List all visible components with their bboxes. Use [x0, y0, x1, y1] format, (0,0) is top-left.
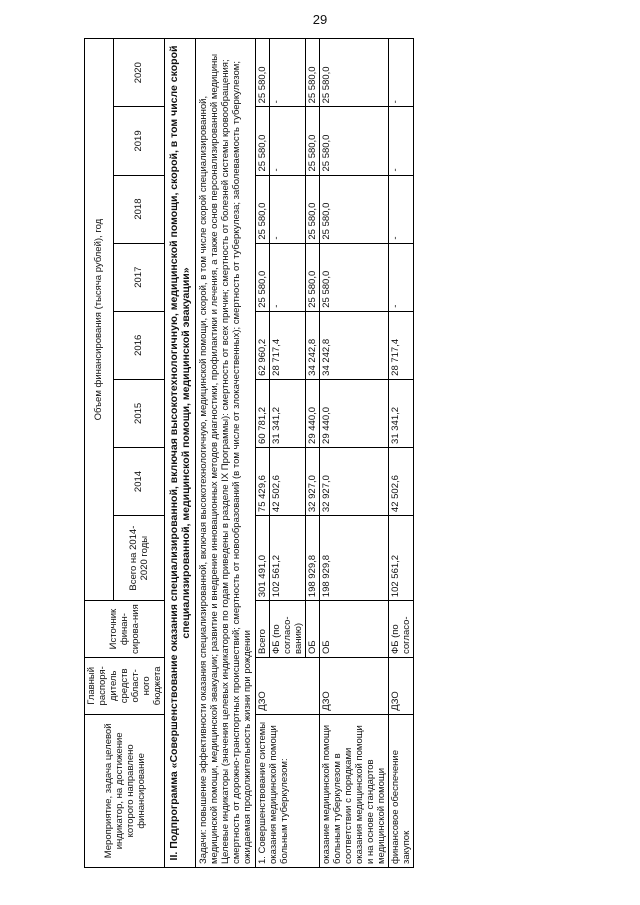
year-cell: 25 580,0	[320, 243, 389, 311]
year-cell: 28 717,4	[270, 311, 306, 379]
header-year: 2017	[113, 243, 164, 311]
subprogram-row	[165, 39, 196, 868]
measure-cell: оказание медицинской помощи больным туберкулезом в соответствии с порядками оказания медицинской помощи и на основе стандартов медицинской помощи	[320, 714, 389, 867]
year-cell: 25 580,0	[306, 107, 320, 175]
table-row	[320, 39, 389, 868]
year-cell: 75 429,6	[256, 447, 270, 515]
header-year: 2016	[113, 311, 164, 379]
year-cell: 34 242,8	[306, 311, 320, 379]
year-cell: 25 580,0	[306, 175, 320, 243]
year-cell: 25 580,0	[256, 243, 270, 311]
page-number: 29	[312, 12, 328, 27]
year-cell: 25 580,0	[320, 39, 389, 107]
tasks-cell	[196, 39, 256, 868]
year-cell: 34 242,8	[320, 311, 389, 379]
total-cell: 198 929,8	[320, 516, 389, 601]
measure-cell: финансовое обеспечение закупок	[389, 714, 414, 867]
year-cell: 25 580,0	[306, 39, 320, 107]
total-cell: 198 929,8	[306, 516, 320, 601]
year-cell: 25 580,0	[256, 107, 270, 175]
year-cell: 62 960,2	[256, 311, 270, 379]
manager-cell: ДЗО	[320, 657, 389, 714]
year-cell: 32 927,0	[306, 447, 320, 515]
header-year: 2015	[113, 379, 164, 447]
year-cell: 31 341,2	[389, 379, 414, 447]
year-cell: -	[270, 107, 306, 175]
table-row	[389, 39, 414, 868]
year-cell: 60 781,2	[256, 379, 270, 447]
year-cell: -	[389, 175, 414, 243]
manager-cell: ДЗО	[389, 657, 414, 714]
year-cell: 25 580,0	[320, 107, 389, 175]
year-cell: -	[389, 243, 414, 311]
year-cell: 25 580,0	[256, 175, 270, 243]
header-source: Источник финан-сирова-ния	[85, 601, 165, 658]
source-cell: Всего	[256, 601, 270, 658]
header-year: 2019	[113, 107, 164, 175]
measure-cell: 1. Совершенствование системы оказания медицинской помощи больным туберкулезом:	[256, 714, 320, 867]
financing-table	[84, 38, 414, 868]
year-cell: 42 502,6	[270, 447, 306, 515]
year-cell: 42 502,6	[389, 447, 414, 515]
header-total: Всего на 2014-2020 годы	[113, 516, 164, 601]
year-cell: -	[270, 175, 306, 243]
source-cell: ФБ (по согласо-ванию)	[270, 601, 306, 658]
year-cell: 25 580,0	[256, 39, 270, 107]
indicators-text: Целевые индикаторы (значения целевых индикаторов по годам приведены в разделе IX Программы): смертность от всех причин; смертность от болезней системы кровообращения; смертность от дорожно-транспортных происшествий; смертность от новообразований (в том числе от злокачественных); смертность от туберкулеза; заболеваемость туберкулезом; ожидаемая продолжительность жизни при рождении	[220, 59, 253, 864]
tasks-text: Задачи: повышение эффективности оказания специализированной, включая высокотехнологичную, медицинской помощи, скорой, в том числе скорой специализированной, медицинской помощи, медицинской эвакуации; развитие и внедрение инновационных методов диагностики, профилактики и лечения, а также основ персонализированной медицины	[198, 53, 220, 864]
year-cell: 31 341,2	[270, 379, 306, 447]
total-cell: 301 491,0	[256, 516, 270, 601]
source-cell: ОБ	[306, 601, 320, 658]
year-cell: 29 440,0	[320, 379, 389, 447]
year-cell: 32 927,0	[320, 447, 389, 515]
header-row-1	[85, 39, 114, 868]
header-year: 2018	[113, 175, 164, 243]
total-cell: 102 561,2	[270, 516, 306, 601]
header-volume: Объем финансирования (тысяча рублей), год	[85, 39, 114, 601]
year-cell: 25 580,0	[306, 243, 320, 311]
tasks-row	[196, 39, 256, 868]
year-cell: -	[270, 39, 306, 107]
header-year: 2020	[113, 39, 164, 107]
header-measure: Мероприятие, задача целевой индикатор, на достижение которого направлено финансирование	[85, 714, 165, 867]
year-cell: 28 717,4	[389, 311, 414, 379]
table-row	[256, 39, 270, 868]
header-year: 2014	[113, 447, 164, 515]
source-cell: ФБ (по согласо-	[389, 601, 414, 658]
year-cell: -	[389, 39, 414, 107]
rotated-page-content	[84, 38, 589, 868]
year-cell: 25 580,0	[320, 175, 389, 243]
manager-cell: ДЗО	[256, 657, 320, 714]
year-cell: -	[270, 243, 306, 311]
source-cell: ОБ	[320, 601, 389, 658]
header-manager: Главный распоря-дитель средств област-ного бюджета	[85, 657, 165, 714]
subprogram-title: II. Подпрограмма «Совершенствование оказания специализированной, включая высокотехнологичную, медицинской помощи, скорой, в том числе скорой специализированной, медицинской помощи, медицинской эвакуации»	[165, 39, 196, 868]
year-cell: -	[389, 107, 414, 175]
total-cell: 102 561,2	[389, 516, 414, 601]
year-cell: 29 440,0	[306, 379, 320, 447]
